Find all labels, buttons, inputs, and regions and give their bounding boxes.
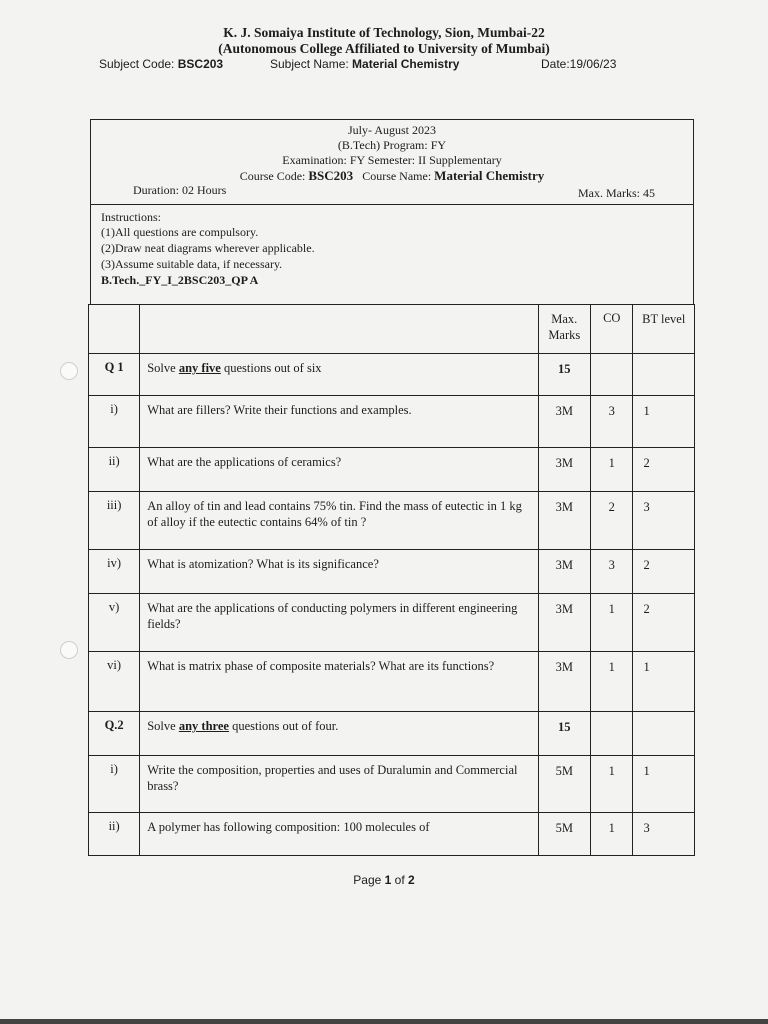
question-bt: 1	[633, 652, 695, 712]
question-text-post: questions out of four.	[228, 719, 339, 733]
exam-date: Date:19/06/23	[541, 57, 617, 71]
table-row	[89, 652, 695, 712]
question-text: An alloy of tin and lead contains 75% tin. Find the mass of eutectic in 1 kg of alloy if the eutectic contains 64% of tin ?	[140, 492, 538, 550]
question-marks: 3M	[538, 550, 591, 594]
question-text: What is atomization? What is its significance?	[140, 550, 538, 594]
question-bt: 1	[633, 756, 695, 813]
table-row	[89, 594, 695, 652]
question-number: v)	[89, 594, 140, 652]
question-co: 1	[591, 652, 633, 712]
question-text: What are fillers? Write their functions and examples.	[140, 396, 538, 448]
question-text: What is matrix phase of composite materials? What are its functions?	[140, 652, 538, 712]
scan-edge	[0, 1019, 768, 1024]
question-marks: 5M	[538, 813, 591, 856]
header-number-cell	[89, 305, 140, 354]
question-co: 3	[591, 550, 633, 594]
question-marks: 15	[538, 712, 591, 756]
question-text-post: questions out of six	[220, 361, 322, 375]
course-name: Material Chemistry	[434, 168, 545, 183]
page-total: 2	[408, 873, 415, 887]
question-number: vi)	[89, 652, 140, 712]
question-bt	[633, 354, 695, 396]
table-row	[89, 448, 695, 492]
punch-hole-top	[60, 362, 78, 380]
exam-session: July- August 2023	[347, 123, 436, 137]
question-marks: 3M	[538, 396, 591, 448]
page-number-mid: of	[391, 873, 409, 887]
course-code: BSC203	[308, 168, 354, 183]
table-row	[89, 756, 695, 813]
question-number: ii)	[89, 813, 140, 856]
question-bt: 1	[633, 396, 695, 448]
header-bt-level: BT level	[633, 305, 695, 354]
max-marks: Max. Marks: 45	[578, 186, 655, 200]
table-row	[89, 396, 695, 448]
question-marks: 15	[538, 354, 591, 396]
table-row	[89, 712, 695, 756]
header-question-cell	[140, 305, 538, 354]
course-name-label: Course Name:	[362, 169, 432, 183]
question-number: Q 1	[89, 354, 140, 396]
question-number: Q.2	[89, 712, 140, 756]
instructions-title: Instructions:	[101, 210, 161, 224]
header-max-marks: Max. Marks	[538, 305, 591, 354]
question-marks: 3M	[538, 492, 591, 550]
instruction-1: (1)All questions are compulsory.	[101, 225, 259, 239]
question-bt	[633, 712, 695, 756]
table-row	[89, 550, 695, 594]
question-number: iii)	[89, 492, 140, 550]
table-row	[89, 492, 695, 550]
affiliation: (Autonomous College Affiliated to University of Mumbai)	[218, 41, 550, 56]
question-marks: 3M	[538, 594, 591, 652]
table-row	[89, 813, 695, 856]
course-code-label: Course Code:	[239, 169, 306, 183]
question-bt: 3	[633, 813, 695, 856]
paper-code: B.Tech._FY_I_2BSC203_QP A	[101, 273, 259, 287]
question-text-emphasis: any three	[178, 719, 229, 733]
question-number: iv)	[89, 550, 140, 594]
question-text-pre: Solve	[147, 361, 179, 375]
question-number: i)	[89, 396, 140, 448]
exam-info-box	[90, 119, 694, 205]
punch-hole-bottom	[60, 641, 78, 659]
question-text	[140, 712, 538, 756]
question-text	[140, 354, 538, 396]
instructions-box	[90, 204, 694, 305]
question-text-pre: Solve	[147, 719, 179, 733]
question-text: What are the applications of ceramics?	[140, 448, 538, 492]
question-co	[591, 354, 633, 396]
duration: Duration: 02 Hours	[133, 183, 227, 197]
table-row	[89, 354, 695, 396]
header-co: CO	[591, 305, 633, 354]
question-co: 1	[591, 756, 633, 813]
instruction-3: (3)Assume suitable data, if necessary.	[101, 257, 283, 271]
question-text: A polymer has following composition: 100 molecules of	[140, 813, 538, 856]
subject-name-label: Subject Name:	[270, 57, 349, 71]
exam-type: Examination: FY Semester: II Supplementary	[282, 153, 502, 167]
subject-name	[270, 57, 459, 71]
question-marks: 3M	[538, 448, 591, 492]
subject-code-label: Subject Code:	[99, 57, 175, 71]
table-header-row	[89, 305, 695, 354]
questions-table	[88, 304, 695, 856]
exam-program: (B.Tech) Program: FY	[337, 138, 447, 152]
subject-code	[99, 57, 223, 71]
question-number: i)	[89, 756, 140, 813]
question-bt: 3	[633, 492, 695, 550]
question-text: What are the applications of conducting polymers in different engineering fields?	[140, 594, 538, 652]
question-bt: 2	[633, 448, 695, 492]
question-marks: 5M	[538, 756, 591, 813]
question-co: 1	[591, 594, 633, 652]
question-marks: 3M	[538, 652, 591, 712]
question-text: Write the composition, properties and uses of Duralumin and Commercial brass?	[140, 756, 538, 813]
question-text-emphasis: any five	[178, 361, 221, 375]
course-line	[91, 168, 693, 184]
question-co: 2	[591, 492, 633, 550]
page-number-pre: Page	[353, 873, 385, 887]
institute-name: K. J. Somaiya Institute of Technology, Sion, Mumbai-22	[223, 25, 545, 40]
subject-name-value: Material Chemistry	[352, 57, 460, 71]
question-bt: 2	[633, 550, 695, 594]
question-co: 1	[591, 448, 633, 492]
subject-code-value: BSC203	[177, 57, 224, 71]
page-current: 1	[384, 873, 392, 887]
page-number	[0, 873, 768, 887]
question-number: ii)	[89, 448, 140, 492]
question-co: 1	[591, 813, 633, 856]
instruction-2: (2)Draw neat diagrams wherever applicable.	[101, 241, 315, 255]
question-co: 3	[591, 396, 633, 448]
question-bt: 2	[633, 594, 695, 652]
question-co	[591, 712, 633, 756]
